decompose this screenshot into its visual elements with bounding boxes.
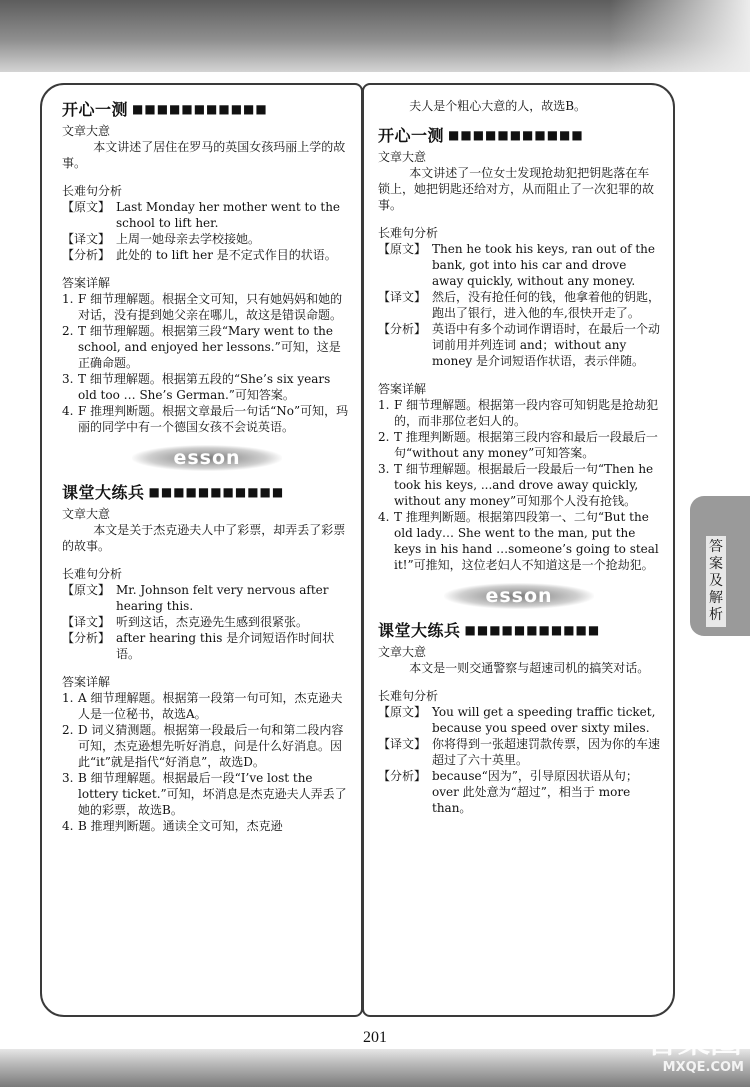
- analysis-row: [62, 630, 352, 662]
- answer-number: 2.: [62, 324, 74, 338]
- title-bars: ■■■■■■■■■■■: [132, 102, 268, 116]
- title-bars: ■■■■■■■■■■■: [464, 623, 601, 637]
- main-idea-label: 文章大意: [62, 507, 111, 521]
- section-title: [378, 124, 660, 147]
- row-tag: 【分析】: [378, 322, 427, 336]
- row-tag: 【分析】: [62, 248, 111, 262]
- main-idea-text: 本文讲述了居住在罗马的英国女孩玛丽上学的故事。: [62, 140, 346, 170]
- row-tag: 【译文】: [62, 232, 111, 246]
- answer-text: T 细节理解题。根据最后一段最后一句“Then he took his keys, ...and drove away quickly, without any money”可知那个人没有抢钱。: [394, 462, 654, 508]
- answer-number: 3.: [62, 372, 74, 386]
- left-column: [62, 98, 352, 834]
- answer-item: [62, 770, 352, 818]
- side-tab-label: 答案及解析: [706, 536, 726, 627]
- row-tag: 【译文】: [378, 290, 427, 304]
- answer-item: [62, 722, 352, 770]
- row-tag: 【分析】: [378, 769, 427, 783]
- answer-item: [378, 397, 660, 429]
- analysis-label: 长难句分析: [62, 567, 123, 581]
- answer-text: F 推理判断题。根据文章最后一句话“No”可知，玛丽的同学中有一个德国女孩不会说英语。: [78, 404, 349, 434]
- page-top-shading: [0, 0, 750, 72]
- section-title-text: 课堂大练兵: [62, 483, 145, 502]
- row-text: You will get a speeding traffic ticket, because you speed over sixty miles.: [432, 705, 656, 735]
- analysis-row: [378, 704, 660, 736]
- main-idea-label: 文章大意: [378, 645, 427, 659]
- answer-text: T 推理判断题。根据第三段内容和最后一段最后一句“without any money”可知答案。: [394, 430, 658, 460]
- answer-number: 3.: [378, 462, 390, 476]
- row-text: 然后，没有抢任何的钱，他拿着他的钥匙，跑出了银行，进入他的车,很快开走了。: [432, 290, 661, 320]
- row-text: Last Monday her mother went to the school to lift her.: [116, 200, 341, 230]
- answer-number: 1.: [62, 691, 74, 705]
- answers-label: 答案详解: [378, 382, 427, 396]
- answer-item: [378, 509, 660, 573]
- page-number: 201: [363, 1029, 387, 1046]
- analysis-label: 长难句分析: [62, 184, 123, 198]
- row-text: 听到这话，杰克逊先生感到很紧张。: [116, 615, 309, 629]
- analysis-row: [62, 582, 352, 614]
- analysis-row: [62, 231, 352, 247]
- section-title-text: 课堂大练兵: [378, 621, 461, 640]
- analysis-row: [378, 289, 660, 321]
- row-tag: 【原文】: [62, 200, 111, 214]
- analysis-label: 长难句分析: [378, 689, 439, 703]
- answer-text: D 词义猜测题。根据第一段最后一句和第二段内容可知，杰克逊想先听好消息，问是什么好消息。因此“it”就是指代“好消息”，故选D。: [78, 723, 344, 769]
- analysis-row: [62, 199, 352, 231]
- watermark-url: MXQE.COM: [662, 1060, 744, 1075]
- row-text: because“因为”，引导原因状语从句；over 此处意为“超过”，相当于 more than。: [432, 769, 638, 815]
- row-tag: 【原文】: [378, 242, 427, 256]
- row-text: 英语中有多个动词作谓语时，在最后一个动词前用并列连词 and；without any money 是介词短语作状语，表示伴随。: [432, 322, 661, 368]
- main-idea-text: 本文是一则交通警察与超速司机的搞笑对话。: [409, 661, 650, 675]
- lesson-banner: esson: [444, 583, 594, 609]
- answers-label: 答案详解: [62, 276, 111, 290]
- main-idea-label: 文章大意: [62, 124, 111, 138]
- answer-item: [62, 690, 352, 722]
- row-text: 你将得到一张超速罚款传票，因为你的车速超过了六十英里。: [432, 737, 661, 767]
- section-title-text: 开心一测: [62, 100, 129, 119]
- answer-text: F 细节理解题。根据全文可知，只有她妈妈和她的对话，没有提到她父亲在哪儿，故这是错误命题。: [78, 292, 343, 322]
- answer-item: [62, 818, 352, 834]
- row-text: Then he took his keys, ran out of the bank, got into his car and drove away quickly, without any money.: [432, 242, 656, 288]
- section-title: [62, 98, 352, 121]
- answers-label: 答案详解: [62, 675, 111, 689]
- answer-text: A 细节理解题。根据第一段第一句可知，杰克逊夫人是一位秘书，故选A。: [78, 691, 343, 721]
- continuation-text: 夫人是个粗心大意的人，故选B。: [409, 99, 587, 113]
- analysis-row: [378, 241, 660, 289]
- row-tag: 【译文】: [62, 615, 111, 629]
- answer-item: [62, 291, 352, 323]
- title-bars: ■■■■■■■■■■■: [448, 128, 584, 142]
- answer-number: 4.: [62, 819, 74, 833]
- analysis-row: [62, 614, 352, 630]
- row-text: Mr. Johnson felt very nervous after hearing this.: [116, 583, 329, 613]
- answer-item: [62, 403, 352, 435]
- answer-number: 3.: [62, 771, 74, 785]
- analysis-row: [378, 768, 660, 816]
- analysis-row: [378, 736, 660, 768]
- main-idea-text: 本文是关于杰克逊夫人中了彩票，却弄丢了彩票的故事。: [62, 523, 346, 553]
- answer-number: 1.: [378, 398, 390, 412]
- answer-text: T 推理判断题。根据第四段第一、二句“But the old lady… She went to the man, put the keys in his hand …someone’s going to steal it!”可推知，这位老妇人不知道这是一个抢劫犯。: [394, 510, 659, 572]
- answer-text: B 推理判断题。通读全文可知，杰克逊: [78, 819, 283, 833]
- answer-item: [378, 429, 660, 461]
- answer-number: 4.: [378, 510, 390, 524]
- analysis-row: [62, 247, 352, 263]
- answer-item: [378, 461, 660, 509]
- section-title: [62, 481, 352, 504]
- row-tag: 【分析】: [62, 631, 111, 645]
- answer-text: F 细节理解题。根据第一段内容可知钥匙是抢劫犯的，而非那位老妇人的。: [394, 398, 659, 428]
- section-title: [378, 619, 660, 642]
- answer-number: 2.: [378, 430, 390, 444]
- row-tag: 【译文】: [378, 737, 427, 751]
- answer-number: 4.: [62, 404, 74, 418]
- answer-number: 1.: [62, 292, 74, 306]
- answer-text: T 细节理解题。根据第三段“Mary went to the school, and enjoyed her lessons.”可知，这是正确命题。: [78, 324, 341, 370]
- section-title-text: 开心一测: [378, 126, 445, 145]
- row-tag: 【原文】: [62, 583, 111, 597]
- right-column: [378, 98, 660, 816]
- main-idea-label: 文章大意: [378, 150, 427, 164]
- row-tag: 【原文】: [378, 705, 427, 719]
- answer-text: T 细节理解题。根据第五段的“She’s six years old too … She’s German.”可知答案。: [78, 372, 331, 402]
- analysis-label: 长难句分析: [378, 226, 439, 240]
- answer-item: [62, 371, 352, 403]
- lesson-banner: esson: [132, 445, 282, 471]
- title-bars: ■■■■■■■■■■■: [148, 485, 285, 499]
- answer-text: B 细节理解题。根据最后一段“I’ve lost the lottery ticket.”可知，坏消息是杰克逊夫人弄丢了她的彩票，故选B。: [78, 771, 347, 817]
- watermark-logo: 答案圈: [645, 1022, 742, 1060]
- row-text: after hearing this 是介词短语作时间状语。: [116, 631, 335, 661]
- row-text: 上周一她母亲去学校接她。: [116, 232, 261, 246]
- analysis-row: [378, 321, 660, 369]
- main-idea-text: 本文讲述了一位女士发现抢劫犯把钥匙落在车锁上，她把钥匙还给对方，从而阻止了一次犯罪的故事。: [378, 166, 655, 212]
- answer-number: 2.: [62, 723, 74, 737]
- answer-item: [62, 323, 352, 371]
- row-text: 此处的 to lift her 是不定式作目的状语。: [116, 248, 337, 262]
